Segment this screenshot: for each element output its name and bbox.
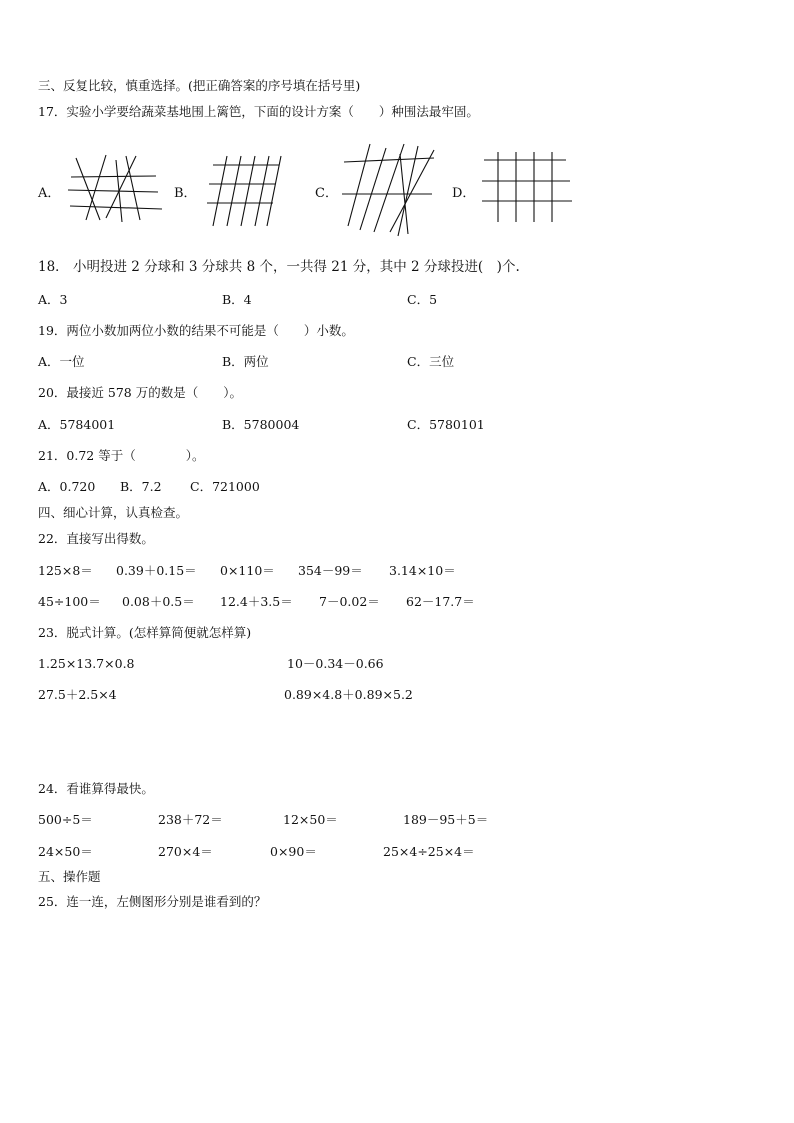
q24-row1-item: 238＋72＝ [158,812,223,827]
q20-option-a: A．5784001 [38,417,116,432]
question-21: 21．0.72 等于（ ）。 [38,448,205,463]
question-25: 25．连一连，左侧图形分别是谁看到的？ [38,894,267,909]
q19-option-c: C．三位 [407,354,455,369]
q22-row2-item: 7－0.02＝ [319,594,380,609]
q24-row2-item: 0×90＝ [270,844,317,859]
q20-option-c: C．5780101 [407,417,485,432]
q17-option-d-label: D． [452,186,476,201]
section-4-heading: 四、细心计算，认真检查。 [38,505,189,520]
question-24: 24．看谁算得最快。 [38,781,154,796]
question-20: 20．最接近 578 万的数是（ ）。 [38,385,242,400]
q24-row2-item: 24×50＝ [38,844,93,859]
fence-diagram-a [66,150,166,225]
question-23: 23．脱式计算。(怎样算简便就怎样算) [38,625,252,640]
q18-option-b: B．4 [222,292,252,307]
q24-row1-item: 189－95＋5＝ [403,812,489,827]
q21-option-a: A．0.720 [38,479,96,494]
q23-item: 1.25×13.7×0.8 [38,656,135,671]
q19-option-a: A．一位 [38,354,85,369]
q22-row2-item: 0.08＋0.5＝ [122,594,195,609]
q23-item: 27.5＋2.5×4 [38,687,117,702]
question-22: 22．直接写出得数。 [38,531,154,546]
fence-diagram-c [340,140,440,240]
q17-option-a-label: A． [38,186,61,201]
q22-row1-item: 0.39＋0.15＝ [116,563,197,578]
q23-item: 0.89×4.8＋0.89×5.2 [284,687,413,702]
q24-row1-item: 500÷5＝ [38,812,93,827]
q22-row2-item: 62－17.7＝ [406,594,475,609]
q22-row2-item: 12.4＋3.5＝ [220,594,293,609]
question-17: 17．实验小学要给蔬菜基地围上篱笆，下面的设计方案（ ）种围法最牢固。 [38,104,479,119]
q19-option-b: B．两位 [222,354,269,369]
section-3-heading: 三、反复比较，慎重选择。(把正确答案的序号填在括号里) [38,78,361,93]
q18-option-a: A．3 [38,292,68,307]
q17-option-b-label: B． [174,186,197,201]
q22-row1-item: 354－99＝ [298,563,363,578]
q22-row1-item: 125×8＝ [38,563,93,578]
q22-row1-item: 0×110＝ [220,563,275,578]
fence-diagram-b [205,150,285,230]
q23-item: 10－0.34－0.66 [287,656,384,671]
question-19: 19．两位小数加两位小数的结果不可能是（ ）小数。 [38,323,354,338]
q21-option-c: C．721000 [190,479,260,494]
q21-option-b: B．7.2 [120,479,162,494]
q18-option-c: C．5 [407,292,438,307]
q22-row1-item: 3.14×10＝ [389,563,456,578]
q24-row1-item: 12×50＝ [283,812,338,827]
q24-row2-item: 25×4÷25×4＝ [383,844,475,859]
question-18: 18． 小明投进 2 分球和 3 分球共 8 个，一共得 21 分，其中 2 分球投进( )个. [38,259,520,275]
q24-row2-item: 270×4＝ [158,844,213,859]
q17-option-c-label: C． [315,186,338,201]
q22-row2-item: 45÷100＝ [38,594,101,609]
q20-option-b: B．5780004 [222,417,300,432]
fence-diagram-d [480,148,575,228]
section-5-heading: 五、操作题 [38,869,101,884]
